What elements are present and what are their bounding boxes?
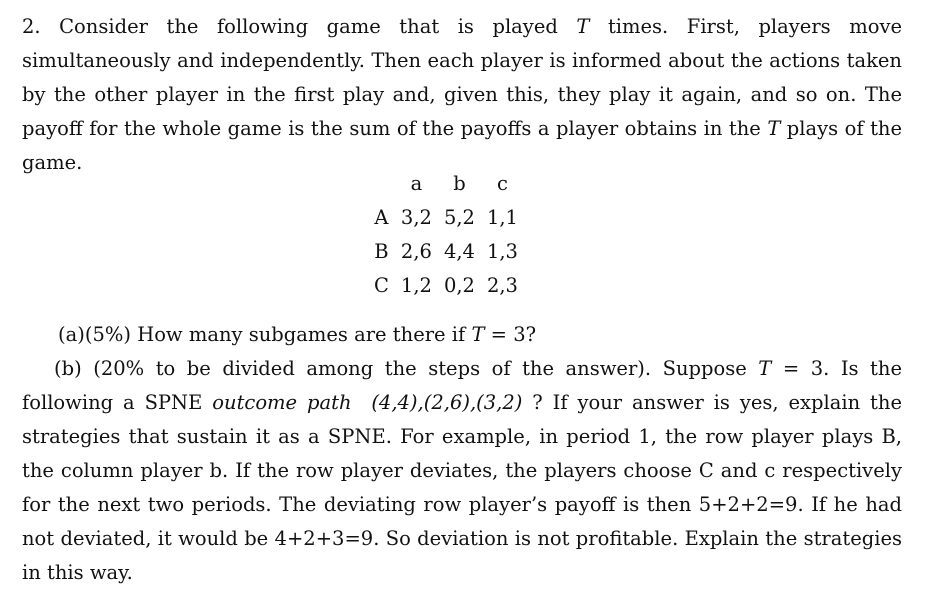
corner-cell (368, 166, 395, 200)
row-label-C: C (374, 273, 389, 297)
part-a-question (58, 318, 902, 352)
part-a-prefix: (a)(5%) How many subgames are there if (58, 323, 472, 346)
payoff-cell: 5,2 (443, 205, 475, 229)
payoff-row-B (368, 234, 524, 268)
payoff-cell: 1,2 (400, 273, 432, 297)
payoff-header-row (368, 166, 524, 200)
problem-intro-paragraph (22, 10, 902, 180)
payoff-cell: 1,3 (486, 239, 518, 263)
part-a-suffix: = 3? (484, 323, 537, 346)
payoff-cell: 2,3 (486, 273, 518, 297)
intro-variable-T-2: T (767, 117, 781, 140)
part-b-mid: = 3. Is the following a SPNE (22, 357, 902, 414)
row-label-A: A (374, 205, 389, 229)
part-b-variable-T: T (758, 357, 772, 380)
col-header-c: c (497, 171, 508, 195)
payoff-row-C (368, 268, 524, 302)
intro-variable-T: T (576, 15, 590, 38)
payoff-cell: 4,4 (443, 239, 475, 263)
part-b-question (22, 352, 902, 590)
intro-text-3: plays of the game. (22, 117, 903, 174)
intro-text-1: 2. Consider the following game that is played (22, 15, 577, 38)
col-header-b: b (453, 171, 466, 195)
col-header-a: a (410, 171, 423, 195)
payoff-cell: 1,1 (486, 205, 518, 229)
payoff-cell: 3,2 (400, 205, 432, 229)
row-label-B: B (374, 239, 389, 263)
intro-text-2: times. First, players move simultaneously and independently. Then each player is informed about the actions taken by the other player in the first play and, given this, they play it again, and so on. The payoff for the whole game is the sum of the payoffs a player obtains in the (22, 15, 902, 140)
part-b-prefix: (b) (20% to be divided among the steps of the answer). Suppose (54, 357, 759, 380)
payoff-matrix (368, 166, 524, 302)
part-b-outcome-path-term: outcome path (212, 391, 352, 414)
part-b-rest: ? If your answer is yes, explain the strategies that sustain it as a SPNE. For example, in period 1, the row player plays B, the column player b. If the row player deviates, the players choose C and c respectively for the next two periods. The deviating row player’s payoff is then 5+2+2=9. If he had not deviated, it would be 4+2+3=9. So deviation is not profitable. Explain the strategies in this way. (22, 391, 902, 584)
payoff-cell: 0,2 (443, 273, 475, 297)
part-a-variable-T: T (471, 323, 485, 346)
payoff-cell: 2,6 (400, 239, 432, 263)
part-b-path: (4,4),(2,6),(3,2) (371, 391, 523, 414)
payoff-row-A (368, 200, 524, 234)
